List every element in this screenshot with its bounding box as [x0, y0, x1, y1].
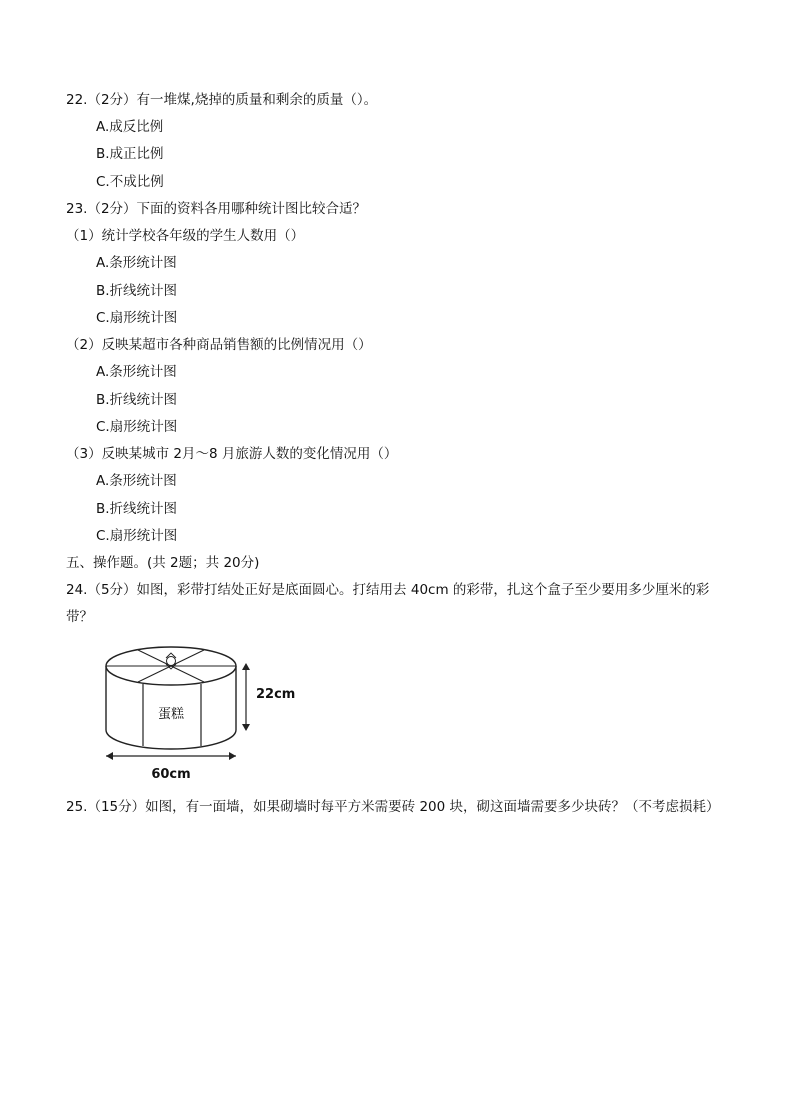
section-heading: 五、操作题。(共 2题；共 20分) [66, 555, 260, 571]
height-label: 22cm [256, 687, 296, 702]
q23-part1-option-c: C.扇形统计图 [96, 310, 178, 326]
q23-part3-option-b: B.折线统计图 [96, 501, 178, 517]
q23-part2-option-a: A.条形统计图 [96, 364, 177, 380]
cake-label: 蛋糕 [157, 707, 185, 722]
q22-option-b: B.成正比例 [96, 146, 164, 162]
cake-box-figure [100, 632, 310, 782]
q24-stem: 24.（5分）如图，彩带打结处正好是底面圆心。打结用去 40cm 的彩带，扎这个盒子至少要用多少厘米的彩带？ [66, 582, 710, 625]
q25-stem: 25.（15分）如图，有一面墙，如果砌墙时每平方米需要砖 200 块，砌这面墙需要多少块砖？（不考虑损耗） [66, 799, 720, 815]
q23-part1-option-b: B.折线统计图 [96, 283, 178, 299]
q22-stem: 22.（2分）有一堆煤,烧掉的质量和剩余的质量（）。 [66, 92, 378, 108]
q23-stem: 23.（2分）下面的资料各用哪种统计图比较合适？ [66, 201, 367, 217]
q23-part1-option-a: A.条形统计图 [96, 255, 177, 271]
q23-part3-option-c: C.扇形统计图 [96, 528, 178, 544]
q23-part3-stem: （3）反映某城市 2月～8 月旅游人数的变化情况用（） [66, 446, 398, 462]
q23-part2-option-b: B.折线统计图 [96, 392, 178, 408]
q23-part3-option-a: A.条形统计图 [96, 473, 177, 489]
q23-part1-stem: （1）统计学校各年级的学生人数用（） [66, 228, 305, 244]
q23-part2-option-c: C.扇形统计图 [96, 419, 178, 435]
q23-part2-stem: （2）反映某超市各种商品销售额的比例情况用（） [66, 337, 372, 353]
q22-option-a: A.成反比例 [96, 119, 164, 135]
width-label: 60cm [151, 767, 191, 782]
q22-option-c: C.不成比例 [96, 174, 164, 190]
